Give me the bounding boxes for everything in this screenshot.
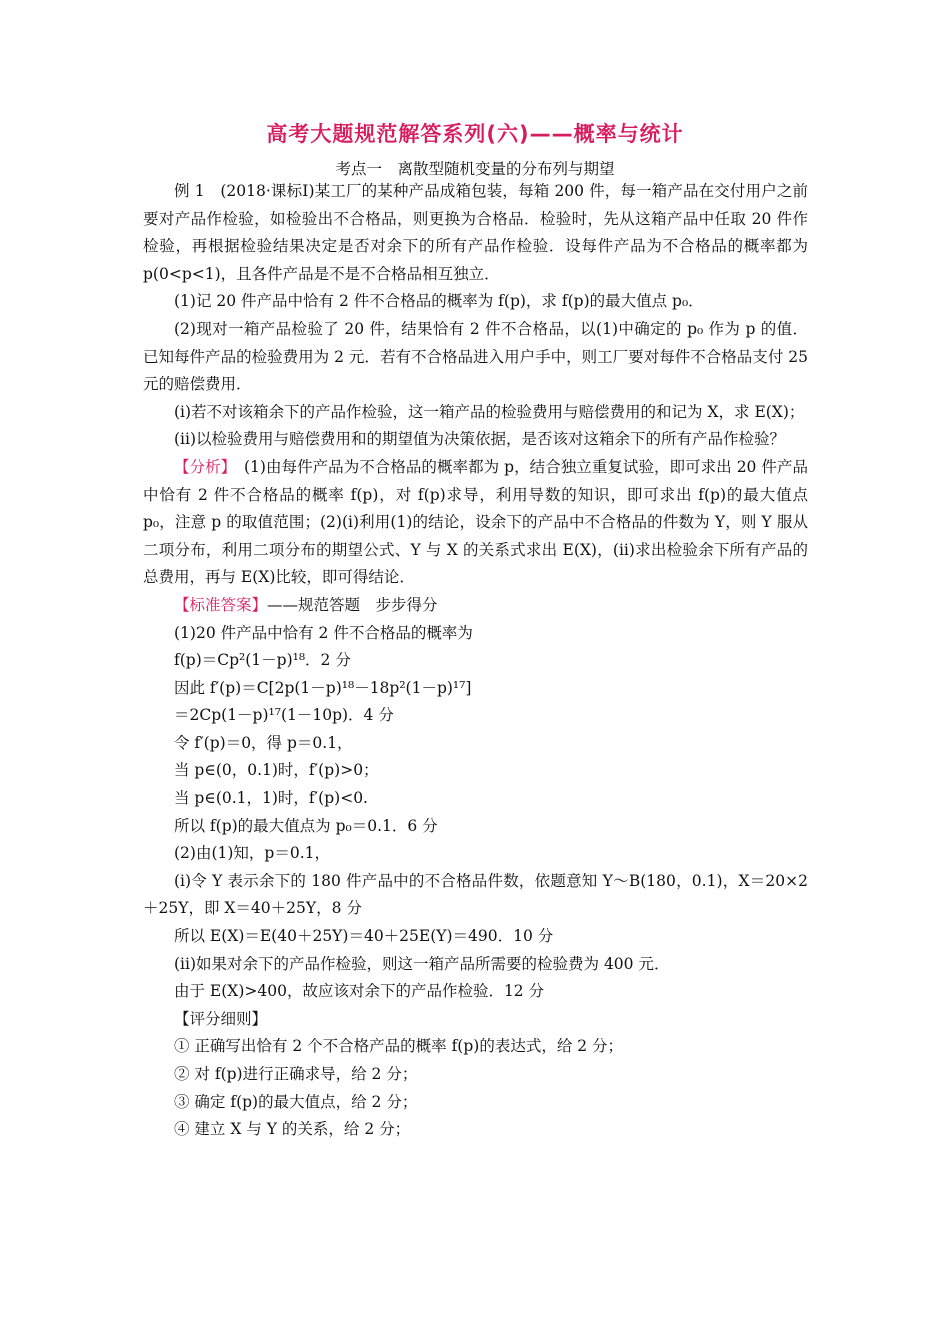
analysis-label: 【分析】 <box>174 457 229 476</box>
document-body <box>143 178 808 1144</box>
answer-line: 所以 E(X)＝E(40＋25Y)＝40＋25E(Y)＝490．10 分 <box>174 927 554 946</box>
problem-part-2i: (i)若不对该箱余下的产品作检验，这一箱产品的检验费用与赔偿费用的和记为 X，求 E(X)； <box>174 402 805 421</box>
analysis-text: (1)由每件产品为不合格品的概率都为 p，结合独立重复试验，即可求出 20 件产品中恰有 2 件不合格品的概率 f(p)，对 f(p)求导，利用导数的知识，即可求出 f(p)的最大值点 p₀，注意 p 的取值范围；(2)(i)利用(1)的结论，设余下的产品中不合格品的件数为 Y，则 Y 服从二项分布，利用二项分布的期望公式、Y 与 X 的关系式求出 E(X)，(ii)求出检验余下所有产品的总费用，再与 E(X)比较，即可得结论． <box>143 457 808 587</box>
analysis-paragraph <box>143 454 808 592</box>
scoring-item: ③ 确定 f(p)的最大值点，给 2 分； <box>174 1092 418 1111</box>
page-title: 高考大题规范解答系列(六)——概率与统计 <box>266 122 684 146</box>
problem-part-2: (2)现对一箱产品检验了 20 件，结果恰有 2 件不合格品，以(1)中确定的 p₀ 作为 p 的值．已知每件产品的检验费用为 2 元．若有不合格品进入用户手中，则工厂要对每件不合格品支付 25 元的赔偿费用． <box>143 319 808 394</box>
answer-line: (2)由(1)知，p＝0.1， <box>174 844 330 863</box>
scoring-item: ② 对 f(p)进行正确求导，给 2 分； <box>174 1065 418 1083</box>
section-subtitle: 考点一 离散型随机变量的分布列与期望 <box>335 160 615 178</box>
answer-suffix: ——规范答题 步步得分 <box>267 595 438 614</box>
answer-line: 当 p∈(0，0.1)时，f′(p)>0； <box>174 761 379 780</box>
answer-line: (i)令 Y 表示余下的 180 件产品中的不合格品件数，依题意知 Y～B(180，0.1)，X＝20×2＋25Y，即 X＝40＋25Y，8 分 <box>143 871 808 918</box>
answer-line: ＝2Cp(1－p)¹⁷(1－10p)．4 分 <box>174 706 394 725</box>
answer-line: 因此 f′(p)＝C[2p(1－p)¹⁸－18p²(1－p)¹⁷] <box>174 678 472 697</box>
answer-label: 【标准答案】 <box>174 595 268 614</box>
scoring-item: ① 正确写出恰有 2 个不合格产品的概率 f(p)的表达式，给 2 分； <box>174 1037 624 1056</box>
answer-line: (ii)如果对余下的产品作检验，则这一箱产品所需要的检验费为 400 元． <box>174 954 670 973</box>
problem-statement: 例 1 (2018·课标Ⅰ)某工厂的某种产品成箱包装，每箱 200 件，每一箱产品在交付用户之前要对产品作检验，如检验出不合格品，则更换为合格品．检验时，先从这箱产品中任取 20 件作检验，再根据检验结果决定是否对余下的所有产品作检验．设每件产品为不合格品的概率都为 p(0<p<1)，且各件产品是不是不合格品相互独立． <box>143 182 808 283</box>
scoring-item: ④ 建立 X 与 Y 的关系，给 2 分； <box>174 1120 411 1139</box>
answer-line: 所以 f(p)的最大值点为 p₀＝0.1．6 分 <box>174 816 438 835</box>
answer-line: 由于 E(X)>400，故应该对余下的产品作检验．12 分 <box>174 982 545 1001</box>
problem-part-2ii: (ii)以检验费用与赔偿费用和的期望值为决策依据，是否该对这箱余下的所有产品作检验？ <box>174 430 786 449</box>
answer-line: 当 p∈(0.1，1)时，f′(p)<0. <box>174 789 368 808</box>
answer-line: f(p)＝Cp²(1－p)¹⁸．2 分 <box>174 651 351 670</box>
answer-heading <box>143 592 808 620</box>
answer-line: 令 f′(p)＝0，得 p＝0.1， <box>174 733 353 752</box>
answer-line: (1)20 件产品中恰有 2 件不合格品的概率为 <box>174 623 473 642</box>
problem-part-1: (1)记 20 件产品中恰有 2 件不合格品的概率为 f(p)，求 f(p)的最大值点 p₀． <box>174 292 704 311</box>
scoring-heading: 【评分细则】 <box>174 1009 268 1028</box>
